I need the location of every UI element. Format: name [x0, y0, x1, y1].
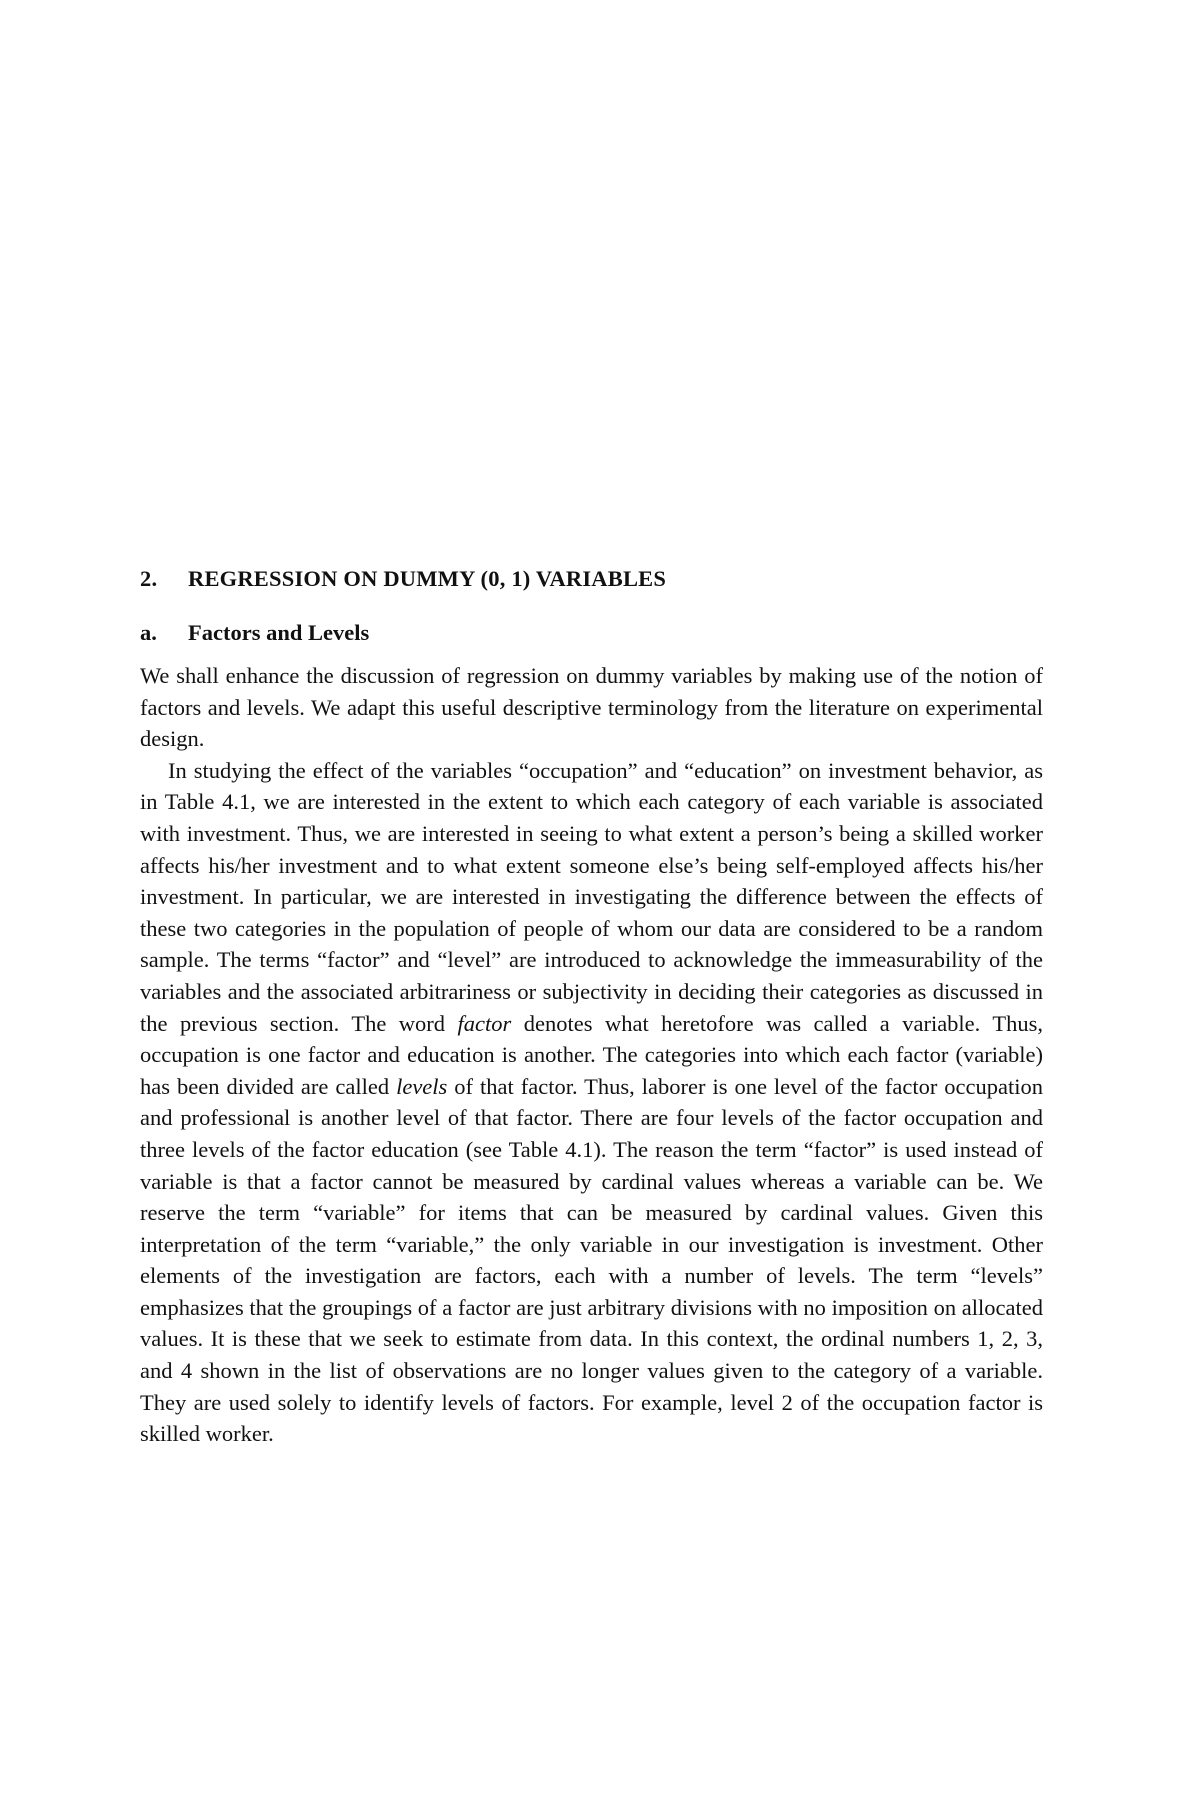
paragraph-2-part-3: of that factor. Thus, laborer is one level of the factor occupation and professional is another level of that factor. There are four levels of the factor occupation and three levels of the factor education (see Table 4.1). The reason the term “factor” is used instead of variable is that a factor cannot be measured by cardinal values whereas a variable can be. We reserve the term “variable” for items that can be measured by cardinal values. Given this interpretation of the term “variable,” the only variable in our investigation is investment. Other elements of the investigation are factors, each with a number of levels. The term “levels” emphasizes that the groupings of a factor are just arbitrary divisions with no imposition on allocated values. It is these that we seek to estimate from data. In this context, the ordinal numbers 1, 2, 3, and 4 shown in the list of observations are no longer values given to the category of a variable. They are used solely to identify levels of factors. For example, level 2 of the occupation factor is skilled worker.: [140, 1073, 1044, 1447]
subsection-title: Factors and Levels: [188, 620, 370, 645]
subsection-number: a.: [140, 620, 157, 645]
paragraph-2-part-2: denotes what heretofore was called a variable. Thus, occupation is one factor and education is another. The categories into which each factor (variable) has been divided are called: [140, 1010, 1043, 1099]
section-number: 2.: [140, 566, 158, 591]
term-levels: levels: [396, 1073, 448, 1099]
section-title: REGRESSION ON DUMMY (0, 1) VARIABLES: [188, 566, 667, 591]
page-content: [140, 566, 1043, 1450]
term-factor: factor: [457, 1010, 512, 1036]
paragraph-1: We shall enhance the discussion of regression on dummy variables by making use of the notion of factors and levels. We adapt this useful descriptive terminology from the literature on experimental design.: [140, 663, 1043, 752]
section-heading: [140, 566, 1043, 592]
paragraph-2: [140, 755, 1043, 1450]
paragraph-2-part-1: In studying the effect of the variables “occupation” and “education” on investment behavior, as in Table 4.1, we are interested in the extent to which each category of each variable is associated with investment. Thus, we are interested in seeing to what extent a person’s being a skilled worker affects his/her investment and to what extent someone else’s being self-employed affects his/her investment. In particular, we are interested in investigating the difference between the effects of these two categories in the population of people of whom our data are considered to be a random sample. The terms “factor” and “level” are introduced to acknowledge the immeasurability of the variables and the associated arbitrariness or subjectivity in deciding their categories as discussed in the previous section. The word: [140, 757, 1043, 1036]
subsection-heading: [140, 620, 1043, 646]
